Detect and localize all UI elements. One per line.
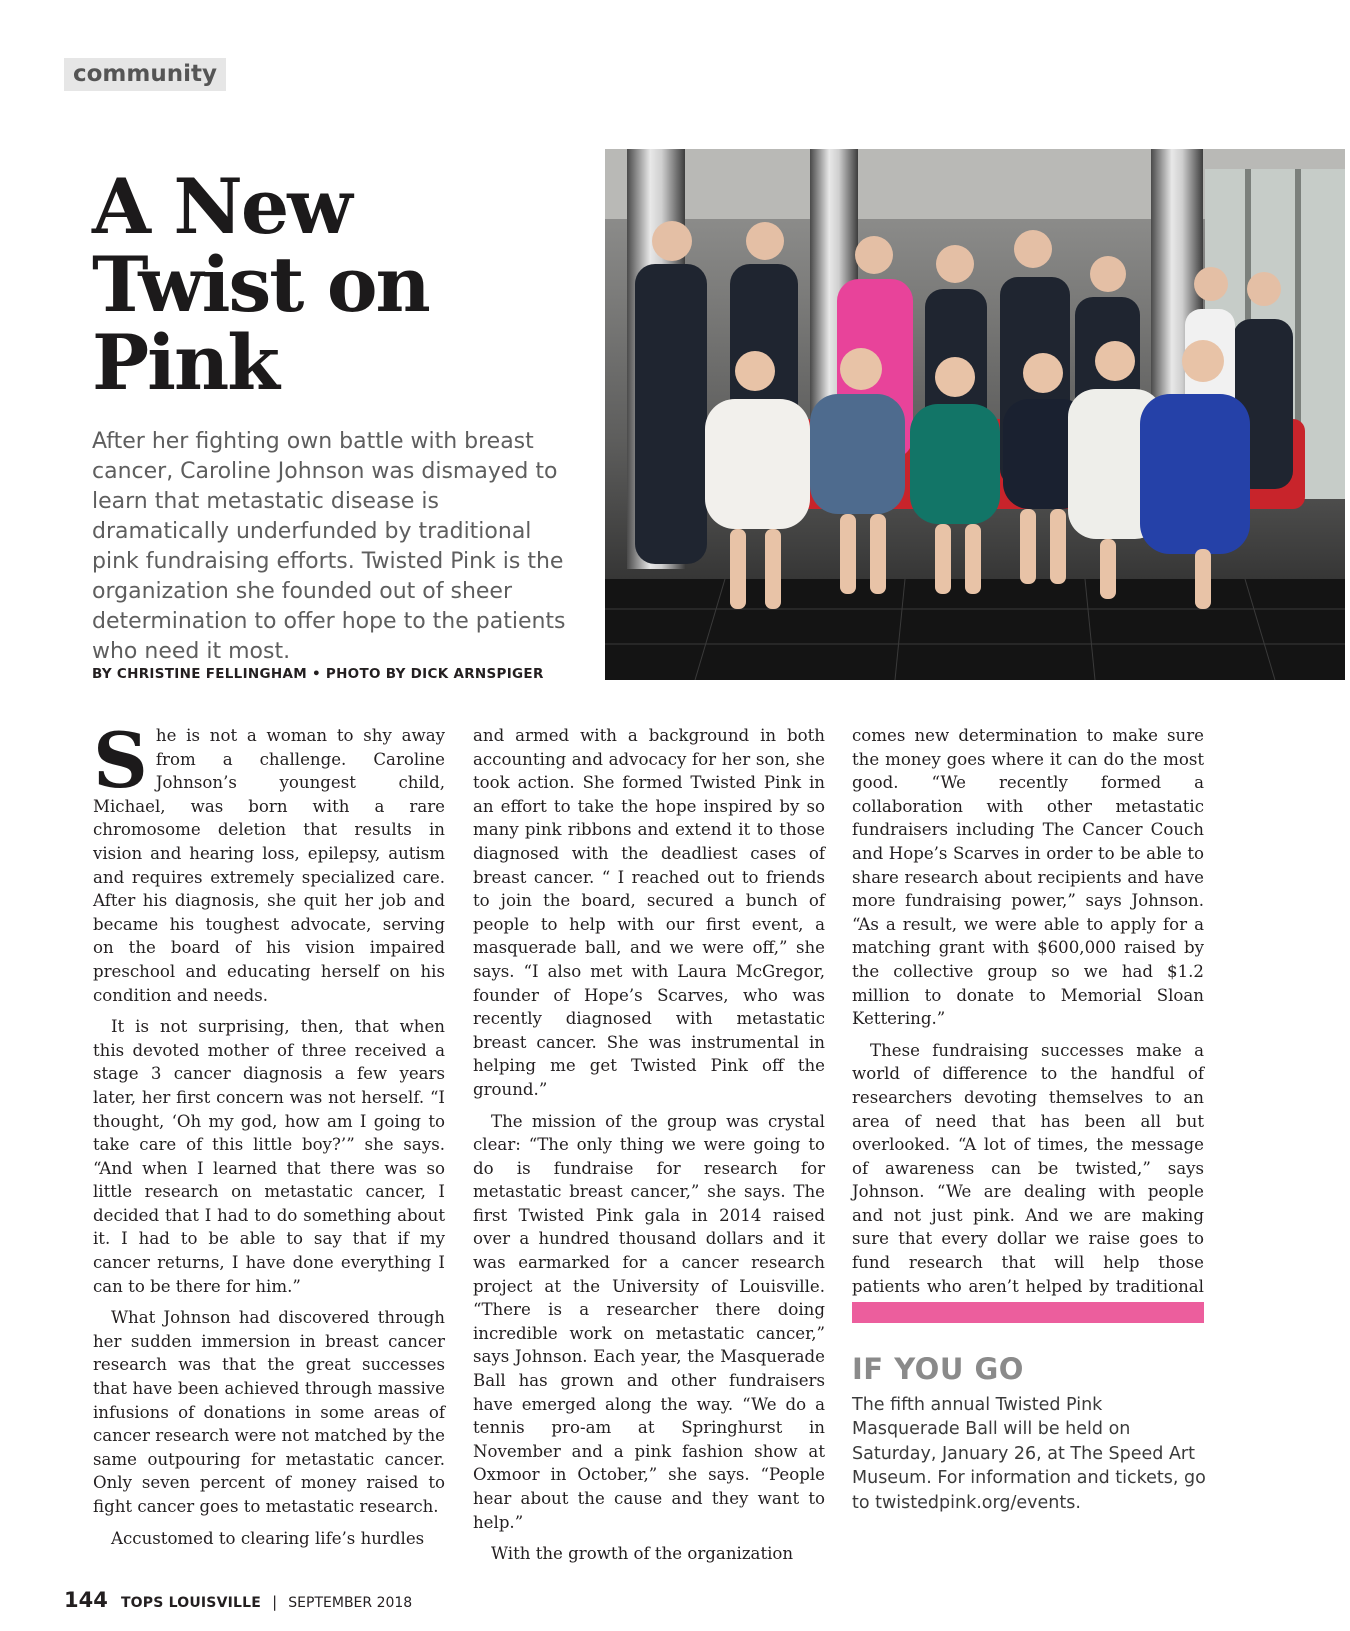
article-paragraph: It is not surprising, then, that when this devoted mother of three received a stage 3 cancer diagnosis a few years later, her first concern was not herself. “I thought, ‘Oh my god, how am I going to take care of this little boy?’” she says. “And when I learned that there was so little research on metastatic cancer, I decided that I had to do something about it. I had to be able to say that if my cancer returns, I have done everything I can to be there for him.” bbox=[93, 1017, 445, 1296]
group-photo-illustration bbox=[605, 149, 1345, 680]
article-column-2 bbox=[473, 724, 825, 1574]
section-tag: community bbox=[64, 58, 226, 91]
dek: After her fighting own battle with breast cancer, Caroline Johnson was dismayed to learn that metastatic disease is dramatically underfunded by traditional pink fundraising efforts. Twisted Pink is the organization she founded out of sheer determination to offer hope to the patients who need it most. bbox=[92, 429, 566, 664]
headline-line-3: Pink bbox=[92, 318, 278, 407]
article-paragraph: Accustomed to clearing life’s hurdles bbox=[111, 1528, 425, 1548]
publication-name: TOPS LOUISVILLE bbox=[120, 1595, 262, 1611]
article-paragraph: comes new determination to make sure the money goes where it can do the most good. “We recently formed a collaboration with other metastatic fundraisers including The Cancer Couch and Hope’s Scarves in order to be able to share research about recipients and have more fundraising power,” says Johnson. “As a result, we were able to apply for a matching grant with $600,000 raised by the collective group so we had $1.2 million to donate to Memorial Sloan Kettering.” bbox=[852, 726, 1204, 1029]
sidebar-title: IF YOU GO bbox=[852, 1352, 1024, 1386]
sidebar-body: The fifth annual Twisted Pink Masquerade Ball will be held on Saturday, January 26, at The Speed Art Museum. For information and tickets, go to twistedpink.org/events. bbox=[852, 1395, 1206, 1513]
page-footer bbox=[64, 1588, 412, 1612]
article-column-1 bbox=[93, 716, 445, 1558]
article-column-3 bbox=[852, 724, 1204, 1330]
sidebar-accent-bar bbox=[852, 1302, 1204, 1323]
issue-date: SEPTEMBER 2018 bbox=[288, 1595, 413, 1611]
headline-line-1: A New bbox=[92, 162, 351, 251]
article-paragraph: She is not a woman to shy away from a challenge. Caroline Johnson’s youngest child, Michael, was born with a rare chromosome deletion that results in vision and hearing loss, epilepsy, autism and requires extremely specialized care. After his diagnosis, she quit her job and became his toughest advocate, serving on the board of his vision impaired preschool and educating herself on his condition and needs. bbox=[93, 716, 445, 1005]
byline: BY CHRISTINE FELLINGHAM • PHOTO BY DICK ARNSPIGER bbox=[92, 666, 544, 682]
article-paragraph: The mission of the group was crystal clear: “The only thing we were going to do is fundraise for research for metastatic breast cancer,” she says. The first Twisted Pink gala in 2014 raised over a hundred thousand dollars and it was earmarked for a cancer research project at the University of Louisville. “There is a researcher there doing incredible work on metastatic cancer,” says Johnson. Each year, the Masquerade Ball has grown and other fundraisers have emerged along the way. “We do a tennis pro-am at Springhurst in November and a pink fashion show at Oxmoor in October,” she says. “People hear about the cause and they want to help.” bbox=[473, 1111, 825, 1532]
article-paragraph: and armed with a background in both accounting and advocacy for her son, she took action. She formed Twisted Pink in an effort to take the hope inspired by so many pink ribbons and extend it to those diagnosed with the deadliest cases of breast cancer. “ I reached out to friends to join the board, secured a bunch of people to help with our first event, a masquerade ball, and we were off,” she says. “I also met with Laura McGregor, founder of Hope’s Scarves, who was recently diagnosed with metastatic breast cancer. She was instrumental in helping me get Twisted Pink off the ground.” bbox=[473, 726, 825, 1099]
article-paragraph: These fundraising successes make a world of difference to the handful of researchers devoting themselves to an area of need that has been all but overlooked. “A lot of times, the message of awareness can be twisted,” says Johnson. “We are dealing with people and not just pink. And we are making sure that every dollar we raise goes to fund research that will help those patients who aren’t helped by traditional bbox=[852, 1040, 1204, 1296]
article-paragraph: What Johnson had discovered through her sudden immersion in breast cancer research was that the great successes that have been achieved through massive infusions of donations in some areas of cancer research were not matched by the same outpouring for metastatic cancer. Only seven percent of money raised to fight cancer goes to metastatic research. bbox=[93, 1308, 445, 1516]
headline-line-2: Twist on bbox=[92, 240, 429, 329]
headline bbox=[92, 162, 552, 407]
page-number: 144 bbox=[64, 1588, 108, 1612]
group-photo bbox=[605, 149, 1345, 680]
article-paragraph: With the growth of the organization bbox=[491, 1544, 794, 1564]
drop-cap: S bbox=[93, 716, 148, 805]
footer-separator: | bbox=[272, 1593, 278, 1611]
